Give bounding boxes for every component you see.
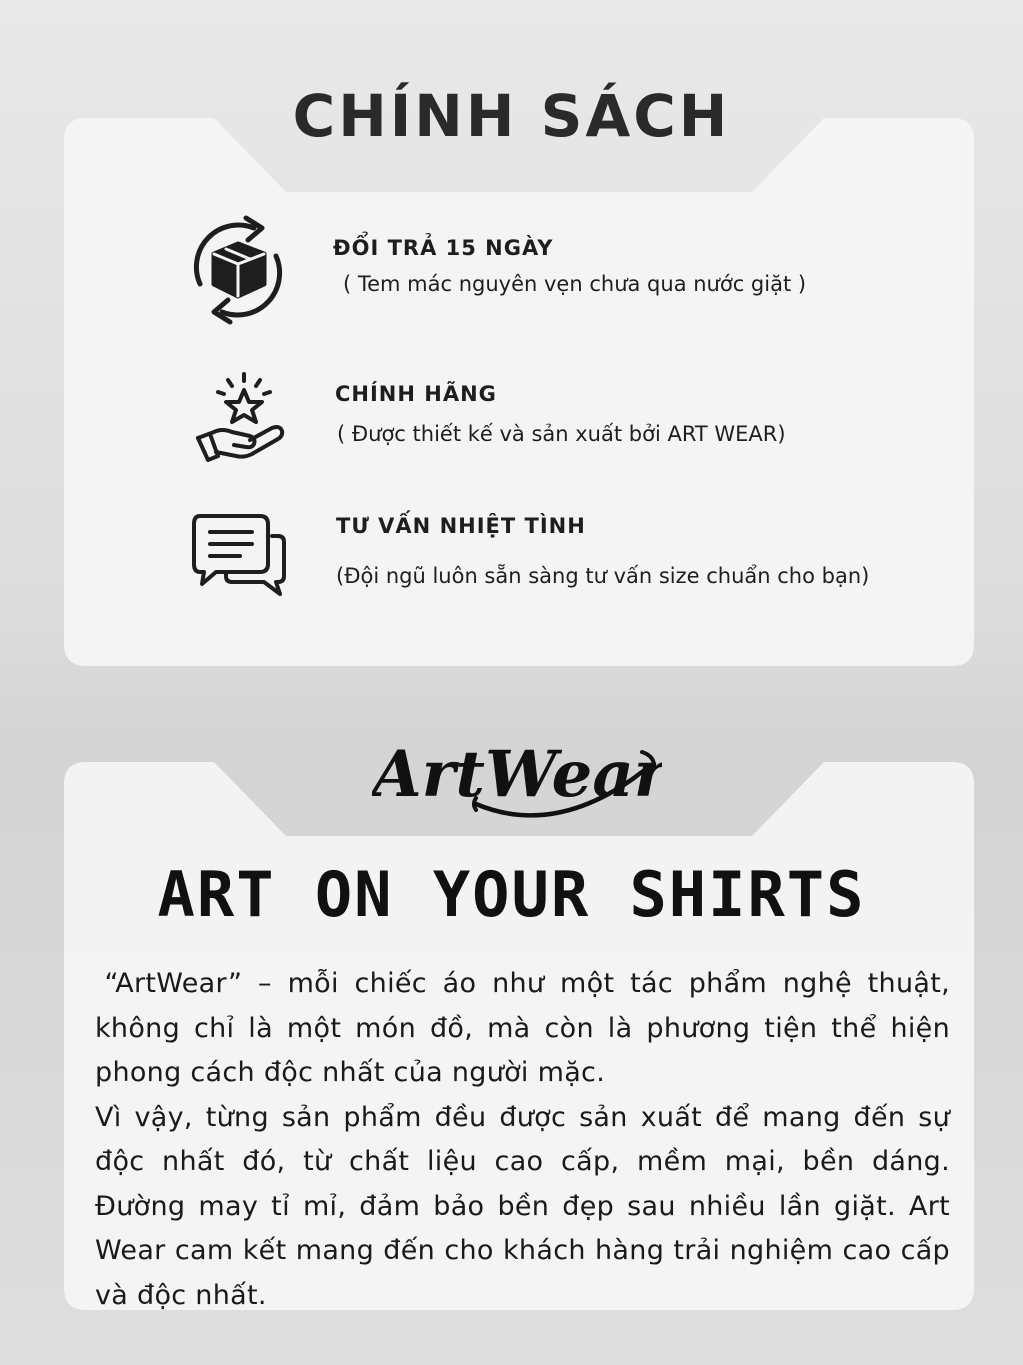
logo-text: ArtWear xyxy=(372,737,662,812)
policy-item-heading: TƯ VẤN NHIỆT TÌNH xyxy=(336,514,586,538)
brand-description xyxy=(95,962,950,1318)
policy-item-heading: ĐỔI TRẢ 15 NGÀY xyxy=(333,236,554,260)
policy-item-note: (Đội ngũ luôn sẵn sàng tư vấn size chuẩn cho bạn) xyxy=(336,564,870,588)
slogan: ART ON YOUR SHIRTS xyxy=(157,858,866,931)
hand-star-icon xyxy=(194,370,286,470)
chat-bubbles-icon xyxy=(192,512,288,602)
box-exchange-icon xyxy=(188,212,288,332)
policy-item-heading: CHÍNH HÃNG xyxy=(335,382,497,406)
description-paragraph: “ArtWear” – mỗi chiếc áo như một tác phẩm nghệ thuật, không chỉ là một món đồ, mà còn là phương tiện thể hiện phong cách độc nhất của người mặc. xyxy=(95,968,950,1088)
policy-item-note: ( Được thiết kế và sản xuất bởi ART WEAR) xyxy=(337,422,786,446)
artwear-logo xyxy=(372,718,662,830)
description-paragraph: Vì vậy, từng sản phẩm đều được sản xuất để mang đến sự độc nhất đó, từ chất liệu cao cấp, mềm mại, bền dáng. Đường may tỉ mỉ, đảm bảo bền đẹp sau nhiều lần giặt. Art Wear cam kết mang đến cho khách hàng trải nghiệm cao cấp và độc nhất. xyxy=(95,1101,950,1311)
policy-title: CHÍNH SÁCH xyxy=(292,82,731,150)
policy-item-note: ( Tem mác nguyên vẹn chưa qua nước giặt ) xyxy=(343,272,807,296)
